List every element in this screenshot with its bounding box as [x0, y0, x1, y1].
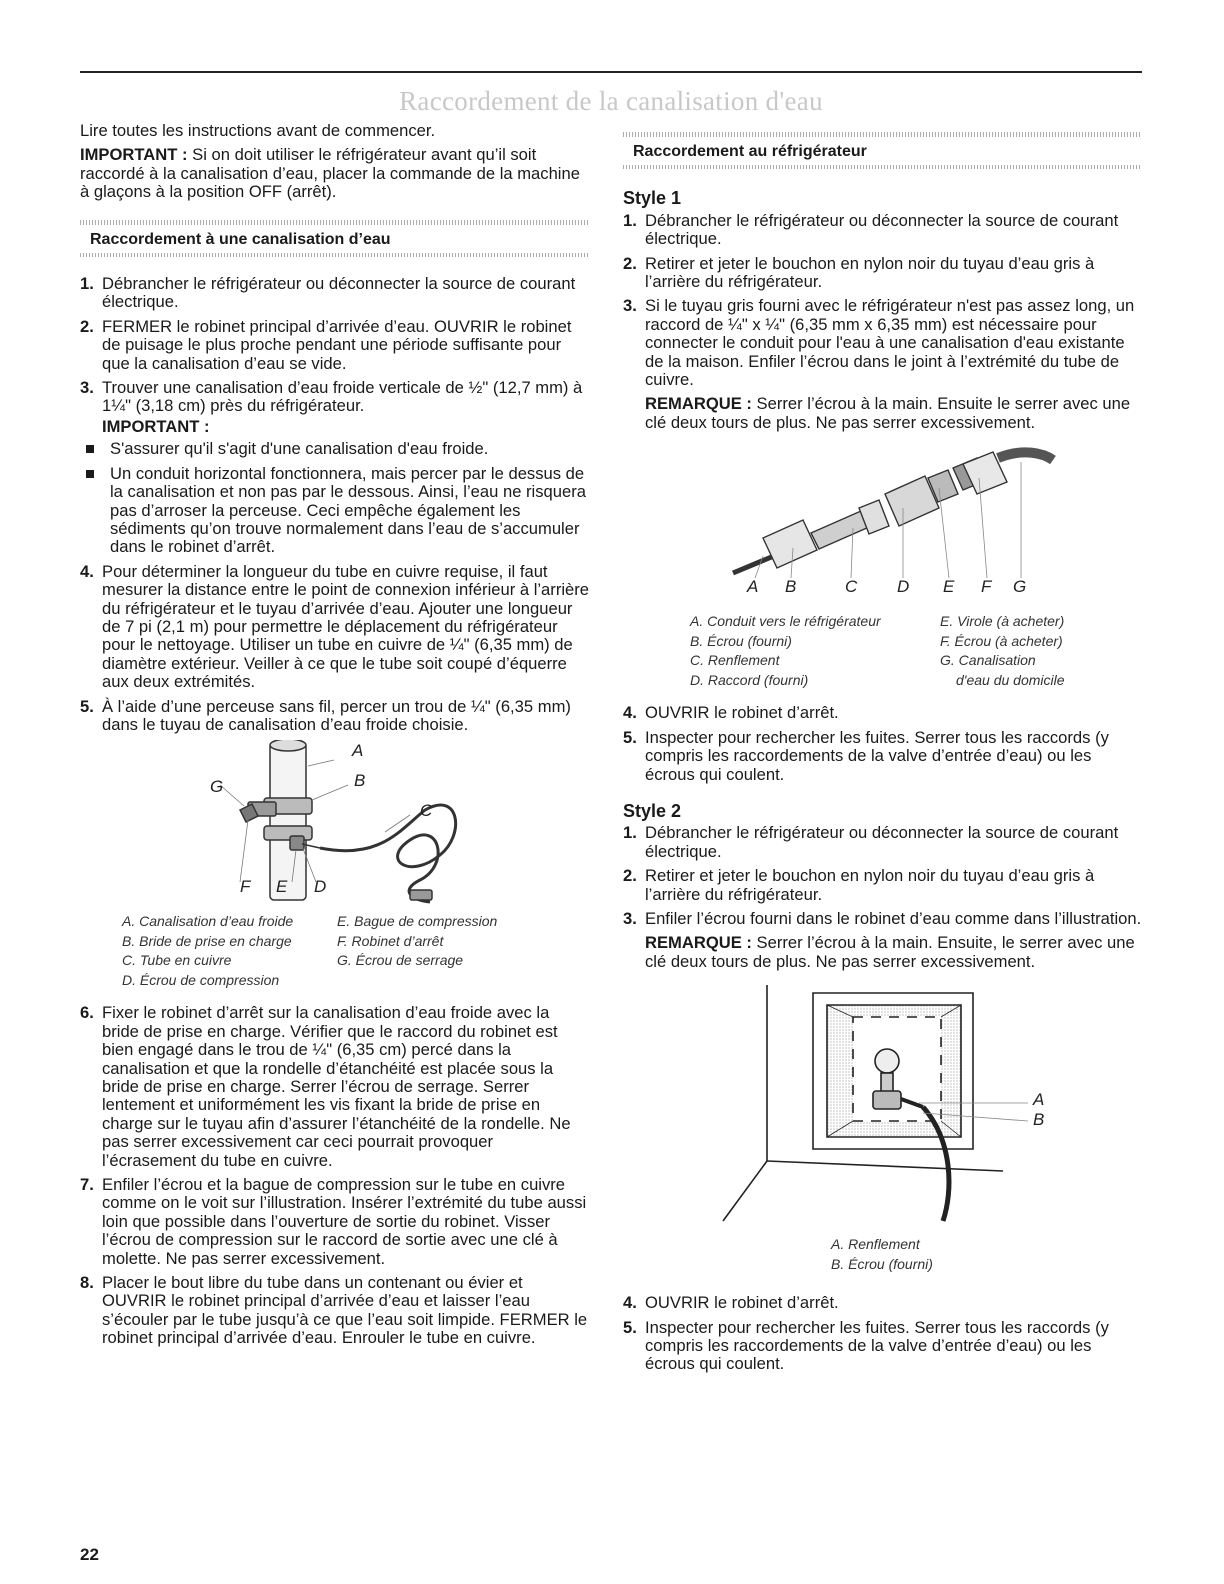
step-item: 2. Retirer et jeter le bouchon en nylon noir du tuyau d’eau gris à l’arrière du réfrigérateur. — [623, 866, 1095, 904]
figure-water-valve-recess — [623, 981, 1142, 1227]
intro-text: Lire toutes les instructions avant de commencer. — [80, 121, 436, 140]
steps-list — [80, 275, 590, 734]
step-item: 1. Débrancher le réfrigérateur ou déconnecter la source de courant électrique. — [623, 823, 1119, 861]
important-text: Si on doit utiliser le réfrigérateur avant qu’il soit raccordé à la canalisation d’eau, placer la commande de la machine à glaçons à la position OFF (arrêt). — [80, 145, 580, 202]
left-column — [80, 122, 590, 1354]
step-item: 5. Inspecter pour rechercher les fuites. Serrer tous les raccords (y compris les raccordements de la valve d’entrée d’eau) ou les écrous qui coulent. — [623, 727, 1109, 784]
fig1-label-b: B — [354, 771, 366, 791]
style1-steps — [623, 212, 1142, 432]
bullet-list — [80, 440, 590, 556]
fig2-label-f: F — [981, 577, 992, 597]
important-label: IMPORTANT : — [80, 145, 188, 165]
step-item: 1. Débrancher le réfrigérateur ou déconnecter la source de courant électrique. — [80, 274, 576, 312]
bullet-item: Un conduit horizontal fonctionnera, mais percer par le dessus de la canalisation et non pas par le dessous. Ainsi, l’eau ne risquera pas d’arroser la perceuse. Ceci empêche également les sédiments qu’on trouve normalement dans l’eau de s’accumuler dans le robinet d’arrêt. — [80, 465, 590, 557]
fig2-label-c: C — [845, 577, 858, 597]
step-item: 3. Enfiler l’écrou fourni dans le robinet d’eau comme dans l’illustration. REMARQUE : Serrer l’écrou à la main. Ensuite, le serrer avec une clé deux tours de plus. Ne pas serrer excessivement. — [623, 908, 1142, 971]
steps-list-continued — [80, 1004, 590, 1347]
fig1-label-f: F — [240, 877, 251, 897]
section-header-refrigerateur — [623, 128, 1142, 175]
step-item: 6. Fixer le robinet d’arrêt sur la canalisation d’eau froide avec la bride de prise en charge. Vérifier que le raccord du robinet est bien engagé dans le trou de ¼" (6,35 cm) percé dans la canalisation et que la rondelle d’étanchéité est placée sous la bride de prise en charge. Serrer l’écrou de serrage. Serrer lentement et uniformément les vis fixant la bride de prise en charge sur le tuyau afin d’assurer l’étanchéité de la rondelle. Ne pas serrer excessivement car ceci pourrait provoquer l’écrasement du tube en cuivre. — [80, 1003, 571, 1170]
page-title: Raccordement de la canalisation d'eau — [399, 86, 823, 116]
step3-important: IMPORTANT : — [102, 416, 210, 436]
fig2-label-b: B — [785, 577, 797, 597]
style2-heading: Style 2 — [623, 800, 682, 821]
style1-heading: Style 1 — [623, 188, 682, 209]
page-number: 22 — [80, 1545, 99, 1564]
remarque-note: REMARQUE : Serrer l’écrou à la main. Ensuite le serrer avec une clé deux tours de plus. Ne pas serrer excessivement. — [645, 394, 1131, 432]
step-item: 1. Débrancher le réfrigérateur ou déconnecter la source de courant électrique. — [623, 210, 1119, 249]
bullet-square-icon — [86, 470, 94, 478]
fig2-label-d: D — [897, 577, 910, 597]
step-item: 2. Retirer et jeter le bouchon en nylon noir du tuyau d’eau gris à l’arrière du réfrigérateur. — [623, 253, 1095, 292]
section-header-canalisation — [80, 216, 590, 263]
fig3-legend: A. Renflement B. Écrou (fourni) — [831, 1236, 933, 1272]
fig3-label-a: A — [1033, 1090, 1045, 1110]
fig2-label-e: E — [943, 577, 955, 597]
fig1-label-a: A — [352, 741, 364, 761]
section-title: Raccordement à une canalisation d’eau — [90, 230, 391, 248]
step-item: 5. À l’aide d’une perceuse sans fil, percer un trou de ¼" (6,35 mm) dans le tuyau de canalisation d’eau froide choisie. — [80, 696, 571, 734]
step-item: 4. OUVRIR le robinet d’arrêt. — [623, 703, 839, 723]
important-note — [80, 146, 590, 201]
section-title: Raccordement au réfrigérateur — [633, 143, 867, 160]
figure-connector — [623, 438, 1142, 608]
step-item: 8. Placer le bout libre du tube dans un contenant ou évier et OUVRIR le robinet principal d’arrivée d’eau et laisser l’eau s’écouler par le tube jusqu’à ce que l’eau soit limpide. FERMER le robinet principal d’arrivée d’eau. Enrouler le tube en cuivre. — [80, 1273, 588, 1348]
fig1-label-e: E — [276, 877, 288, 897]
remarque-note: REMARQUE : Serrer l’écrou à la main. Ensuite, le serrer avec une clé deux tours de plus. Ne pas serrer excessivement. — [645, 933, 1135, 971]
fig2-label-a: A — [747, 577, 759, 597]
style2-steps — [623, 824, 1142, 971]
fig1-label-g: G — [210, 777, 224, 797]
step-item: 3. Trouver une canalisation d’eau froide verticale de ½" (12,7 mm) à 1¼" (3,18 cm) près du réfrigérateur. IMPORTANT : S'assurer qu'il s'agit d'une canalisation d'eau froide. Un conduit horizontal fonctionnera, mais percer par le dessus de la canalisation et non pas par le dessous. Ainsi, l’eau ne risquera pas d’arroser la perceuse. Ceci empêche également les sédiments qu’on trouve normalement dans l’eau de s’accumuler dans le robinet d’arrêt. — [80, 379, 590, 557]
fig2-label-g: G — [1013, 577, 1027, 597]
step-item: 5. Inspecter pour rechercher les fuites. Serrer tous les raccords (y compris les raccordements de la valve d’entrée d’eau) ou les écrous qui coulent. — [623, 1317, 1109, 1374]
step-item: 7. Enfiler l’écrou et la bague de compression sur le tube en cuivre comme on le voit sur l’illustration. Insérer l’extrémité du tube aussi loin que possible dans l’ouverture de sortie du robinet. Visser l’écrou de compression sur le raccord de sortie avec une clé à molette. Ne pas serrer excessivement. — [80, 1175, 587, 1268]
fig3-label-b: B — [1033, 1110, 1045, 1130]
figure-saddle-valve — [80, 740, 590, 910]
fig1-label-c: C — [420, 801, 433, 821]
fig2-legend: A. Conduit vers le réfrigérateur E. Virole (à acheter) B. Écrou (fourni) F. Écrou (à acheter) C. Renflement G. Canalisation D. Raccord (fourni) d'eau du domicile — [690, 613, 1065, 688]
water-valve-recess-illustration — [623, 981, 1142, 1227]
bullet-item: S'assurer qu'il s'agit d'une canalisation d'eau froide. — [80, 440, 590, 458]
connector-illustration — [623, 438, 1142, 608]
fig1-legend: A. Canalisation d’eau froide E. Bague de compression B. Bride de prise en charge F. Robinet d’arrêt C. Tube en cuivre G. Écrou de serrage D. Écrou de compression — [122, 913, 498, 988]
bullet-square-icon — [86, 445, 94, 453]
saddle-valve-illustration — [80, 740, 590, 910]
fig1-label-d: D — [314, 877, 327, 897]
step-item: 4. Pour déterminer la longueur du tube en cuivre requise, il faut mesurer la distance entre le point de connexion inférieur à l’arrière du réfrigérateur et le tuyau d’arrivée d’eau. Ajouter une longueur de 7 pi (2,1 m) pour permettre le déplacement du réfrigérateur pour le nettoyage. Utiliser un tube en cuivre de ¼" (6,35 mm) de diamètre extérieur. Veiller à ce que le tube soit coupé d’équerre aux deux extrémités. — [80, 561, 590, 692]
style1-steps-continued — [623, 704, 1142, 784]
step-item: 3. Si le tuyau gris fourni avec le réfrigérateur n'est pas assez long, un raccord de ¼" x ¼" (6,35 mm x 6,35 mm) est nécessaire pour connecter le conduit pour l'eau à une canalisation d'eau existante de la maison. Enfiler l’écrou dans le joint à l’extrémité du tube de cuivre. REMARQUE : Serrer l’écrou à la main. Ensuite le serrer avec une clé deux tours de plus. Ne pas serrer excessivement. — [623, 297, 1142, 432]
right-column — [623, 128, 1142, 1380]
step-item: 4. OUVRIR le robinet d’arrêt. — [623, 1293, 839, 1313]
step-item: 2. FERMER le robinet principal d’arrivée d’eau. OUVRIR le robinet de puisage le plus proche pendant une période suffisante pour que la canalisation d’eau se vide. — [80, 316, 572, 373]
style2-steps-continued — [623, 1294, 1142, 1374]
top-rule — [80, 71, 1142, 73]
